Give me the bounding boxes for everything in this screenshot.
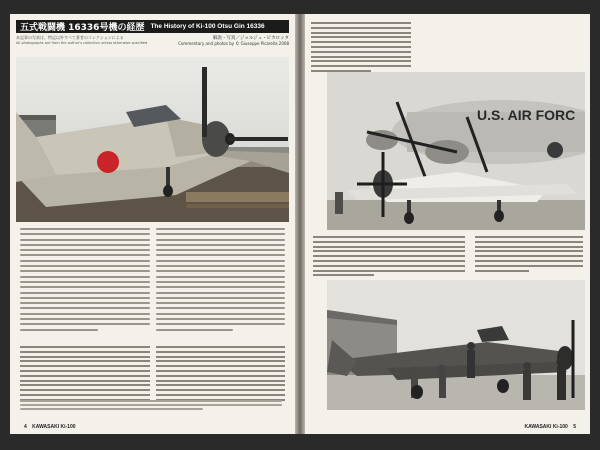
- ki100-crowd-photo: [327, 280, 585, 410]
- article-subhead: [16, 35, 289, 55]
- article-title-en: The History of Ki-100 Otsu Gin 16336: [150, 23, 265, 30]
- folio-model-right: Ki-100: [552, 424, 568, 430]
- usaf-hangar-photo-image: [327, 72, 585, 230]
- right-intro-text: [311, 22, 411, 62]
- right-page: [305, 14, 590, 434]
- page-number-left: 4: [24, 424, 27, 430]
- folio-label-right: KAWASAKI: [524, 424, 552, 430]
- author-credit-en: Commentary and photos by © Giuseppe Picarella 2008: [178, 41, 289, 46]
- right-photo-caption-2: [475, 236, 583, 272]
- page-number-right: 5: [573, 424, 576, 430]
- usaf-marking: U.S. AIR FORC: [477, 107, 576, 123]
- ki100-crowd-photo-image: [327, 280, 585, 410]
- article-title-bar: [16, 20, 289, 33]
- folio-label-left: KAWASAKI: [32, 424, 60, 430]
- photo-source-note-en: All photographs are from the author's collection unless otherwise specified: [16, 41, 148, 45]
- body-text-jp-col-2: [156, 228, 286, 338]
- body-text-jp: [20, 228, 285, 338]
- ki100-main-photo: [16, 57, 289, 222]
- right-photo-caption-1: [313, 236, 465, 272]
- usaf-hangar-photo: [327, 72, 585, 230]
- article-title-jp: 五式戦闘機 16336号機の経歴: [20, 23, 145, 33]
- magazine-spread: [10, 14, 590, 434]
- spread-gutter: [295, 14, 305, 434]
- footnote-text: [20, 400, 282, 413]
- left-page: [10, 14, 295, 434]
- folio-right: [524, 424, 580, 430]
- folio-model-left: Ki-100: [60, 424, 76, 430]
- body-text-en: [20, 346, 285, 394]
- right-intro-text-col: [311, 22, 411, 62]
- body-text-jp-col-1: [20, 228, 150, 338]
- photo-source-note-jp: 本記事の写真は、特記以外すべて著者のコレクションによる: [16, 35, 124, 40]
- author-credit-jp: 解説・写真／ジョルジュ・ピカロッタ: [212, 36, 289, 41]
- folio-left: [20, 424, 76, 430]
- ki100-main-photo-image: [16, 57, 289, 222]
- right-photo-caption-2-col: [475, 236, 583, 272]
- body-text-en-col-2: [156, 346, 286, 394]
- right-photo-caption-1-col: [313, 236, 465, 272]
- body-text-en-col-1: [20, 346, 150, 394]
- hinomaru-roundel: [97, 151, 119, 173]
